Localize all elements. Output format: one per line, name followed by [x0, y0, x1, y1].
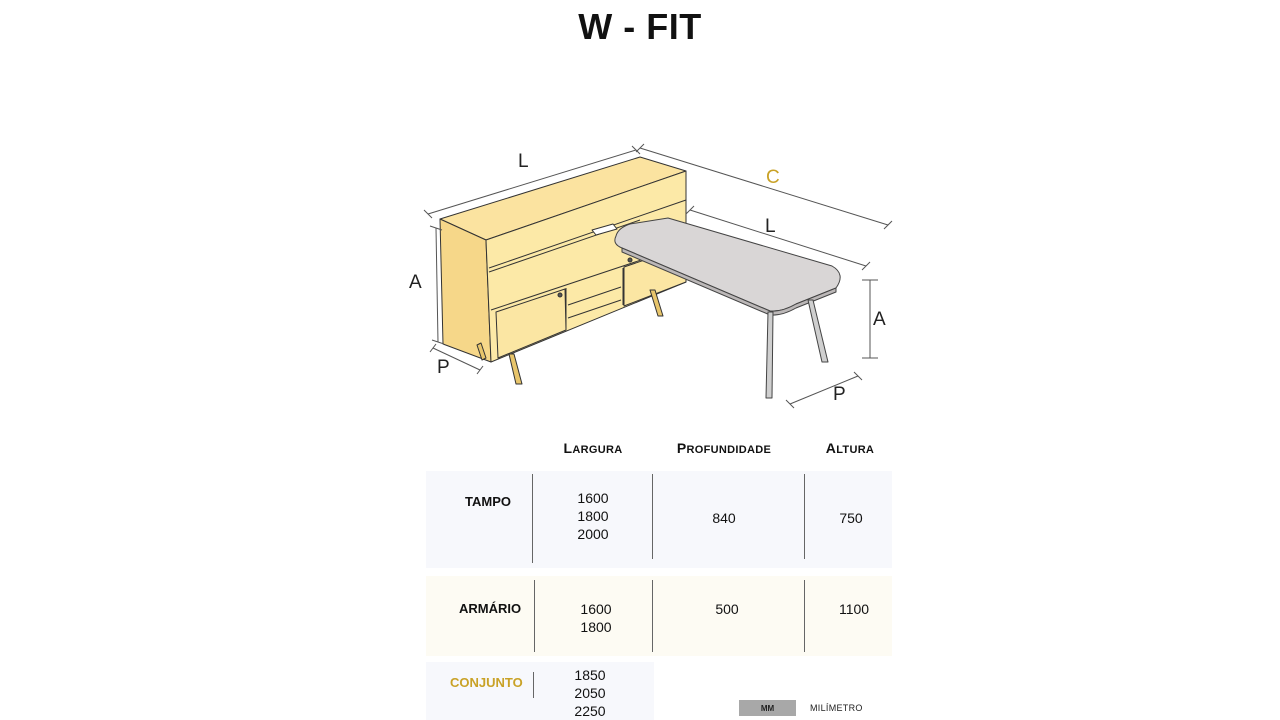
- header-largura-initial: L: [563, 440, 573, 456]
- header-profundidade: [677, 440, 771, 456]
- row-label-conjunto: CONJUNTO: [450, 675, 523, 690]
- header-largura: [564, 440, 623, 456]
- tampo-largura-value: 1600: [577, 490, 609, 506]
- cabinet-drawing: [440, 157, 686, 384]
- separator: [804, 474, 805, 559]
- header-profundidade-initial: P: [676, 440, 687, 456]
- header-largura-rest: ARGURA: [572, 444, 623, 456]
- separator: [533, 672, 534, 698]
- tampo-largura: [577, 489, 608, 543]
- total-length-label: C: [766, 167, 780, 188]
- header-profundidade-rest: ROFUNDIDADE: [686, 444, 772, 456]
- armario-largura-value: 1600: [580, 601, 612, 617]
- row-label-tampo: TAMPO: [465, 494, 511, 509]
- unit-name: MILÍMETRO: [810, 703, 863, 713]
- header-altura-rest: LTURA: [836, 444, 875, 456]
- separator: [534, 580, 535, 652]
- header-altura: [826, 440, 874, 456]
- tampo-profundidade: 840: [712, 510, 736, 526]
- header-altura-initial: A: [825, 440, 837, 456]
- tampo-altura: 750: [839, 510, 863, 526]
- row-label-armario: ARMÁRIO: [459, 601, 522, 616]
- cabinet-depth-label: P: [437, 357, 450, 378]
- armario-altura: 1100: [838, 601, 870, 617]
- separator: [652, 474, 653, 559]
- row-tampo-background: [426, 471, 892, 568]
- separator: [532, 474, 533, 563]
- tampo-largura-value: 1800: [577, 508, 609, 524]
- tampo-largura-value: 2000: [577, 526, 609, 542]
- unit-badge: MM: [739, 700, 796, 716]
- desk-depth-label: P: [833, 384, 846, 405]
- desk-height-label: A: [873, 309, 886, 330]
- conjunto-largura-value: 2050: [574, 685, 606, 701]
- conjunto-largura: [574, 666, 605, 720]
- desk-length-label: L: [765, 216, 776, 237]
- conjunto-largura-value: 2250: [574, 703, 606, 719]
- separator: [804, 580, 805, 652]
- conjunto-largura-value: 1850: [574, 667, 606, 683]
- row-conjunto-background: [426, 662, 654, 720]
- row-armario-background: [426, 576, 892, 656]
- desk-drawing: [615, 218, 840, 398]
- armario-profundidade: 500: [715, 601, 739, 617]
- armario-largura-value: 1800: [580, 619, 612, 635]
- cabinet-height-label: A: [409, 272, 422, 293]
- cabinet-length-label: L: [518, 151, 529, 172]
- page-title: W - FIT: [578, 6, 702, 47]
- separator: [652, 580, 653, 652]
- armario-largura: [580, 600, 611, 636]
